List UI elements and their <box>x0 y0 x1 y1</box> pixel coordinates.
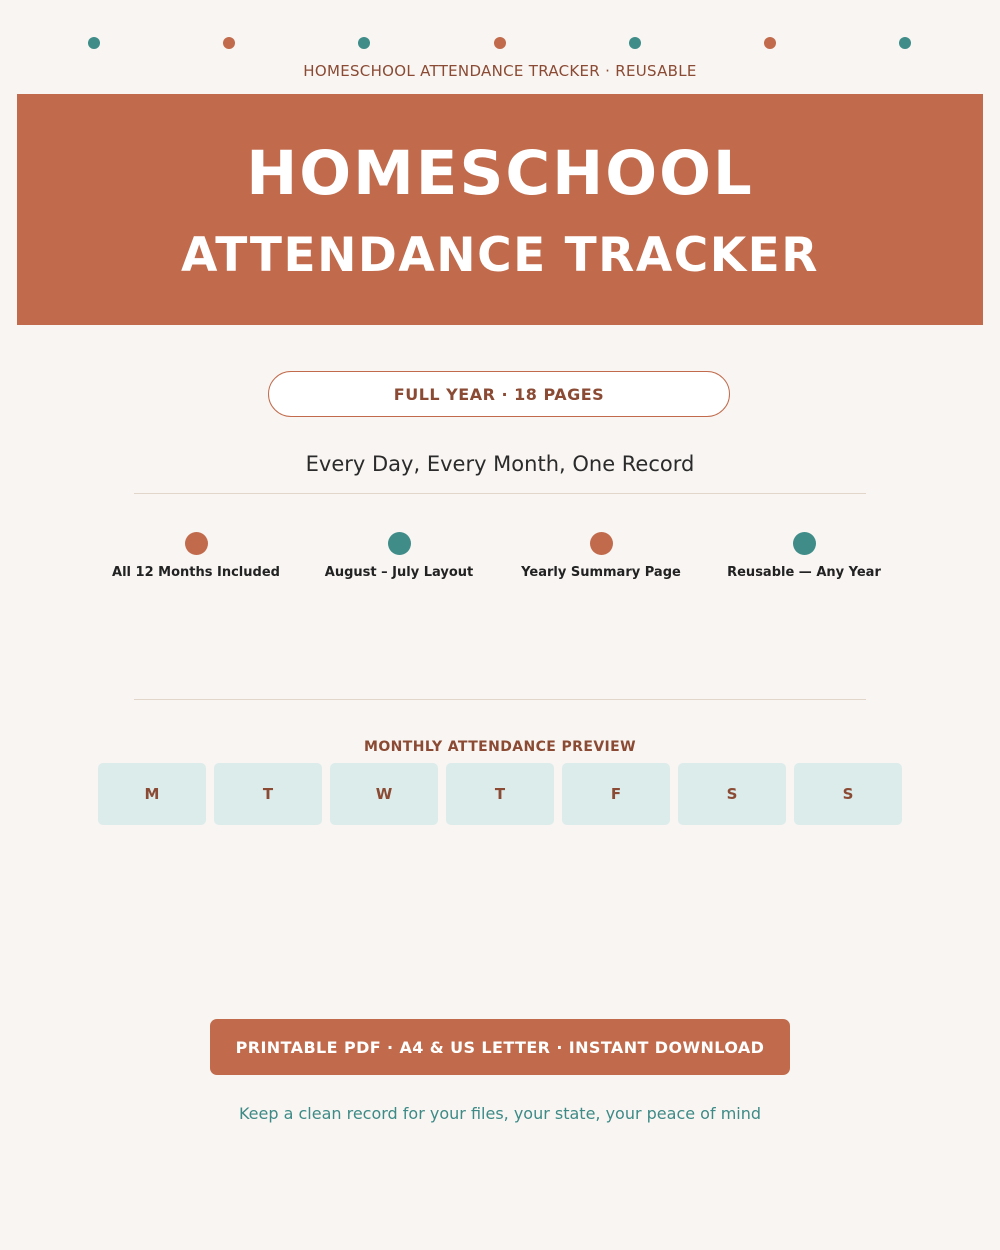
feature-item <box>501 532 701 580</box>
day-cell: S <box>794 763 902 825</box>
feature-item <box>704 532 904 580</box>
feature-dot-icon <box>793 532 816 555</box>
feature-dot-icon <box>185 532 208 555</box>
day-cell: M <box>98 763 206 825</box>
decorative-dot <box>764 37 776 49</box>
day-cell: S <box>678 763 786 825</box>
day-cell: W <box>330 763 438 825</box>
preview-title: MONTHLY ATTENDANCE PREVIEW <box>364 739 636 755</box>
hero-banner <box>17 94 983 325</box>
feature-dot-icon <box>590 532 613 555</box>
download-cta-button[interactable]: PRINTABLE PDF · A4 & US LETTER · INSTANT DOWNLOAD <box>210 1019 790 1075</box>
decorative-dot <box>629 37 641 49</box>
tagline: Every Day, Every Month, One Record <box>305 452 695 476</box>
feature-label: Yearly Summary Page <box>521 565 681 580</box>
decorative-dot <box>494 37 506 49</box>
hero-title-line2: ATTENDANCE TRACKER <box>181 228 819 283</box>
day-cell: F <box>562 763 670 825</box>
feature-label: All 12 Months Included <box>112 565 280 580</box>
feature-label: Reusable — Any Year <box>727 565 881 580</box>
decorative-dot <box>358 37 370 49</box>
divider-middle <box>134 699 866 700</box>
hero-title-line1: HOMESCHOOL <box>246 138 754 209</box>
decorative-dot <box>88 37 100 49</box>
decorative-dot <box>899 37 911 49</box>
decorative-dot <box>223 37 235 49</box>
day-cell: T <box>446 763 554 825</box>
feature-label: August – July Layout <box>324 565 474 580</box>
day-cell: T <box>214 763 322 825</box>
divider-top <box>134 493 866 494</box>
pages-badge: FULL YEAR · 18 PAGES <box>268 371 730 417</box>
top-caption: HOMESCHOOL ATTENDANCE TRACKER · REUSABLE <box>303 62 697 80</box>
decorative-dots-row <box>0 37 1000 49</box>
feature-item <box>299 532 499 580</box>
footer-note: Keep a clean record for your files, your state, your peace of mind <box>238 1104 762 1123</box>
feature-dot-icon <box>388 532 411 555</box>
feature-item <box>96 532 296 580</box>
